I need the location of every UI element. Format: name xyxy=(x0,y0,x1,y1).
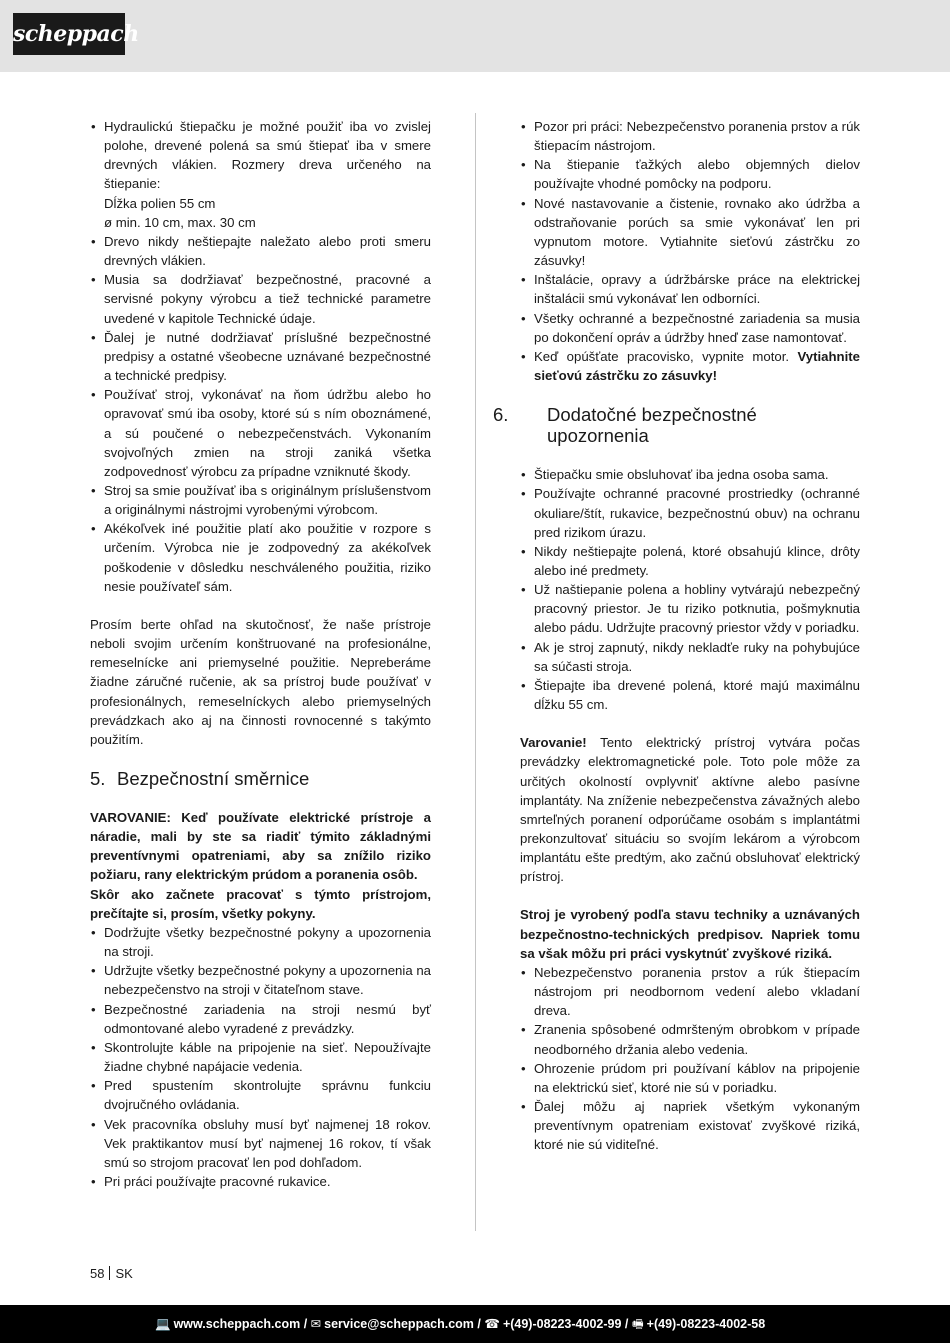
list-item: • Dodržujte všetky bezpečnostné pokyny a upozornenia na stroji. xyxy=(90,923,431,961)
left-column xyxy=(90,117,431,1191)
phone-icon: ☎ xyxy=(484,1317,500,1331)
fax-number: +(49)-08223-4002-58 xyxy=(646,1317,766,1331)
section-5-heading: 5. Bezpečnostní směrnice xyxy=(90,768,310,789)
dimension-diameter: ø min. 10 cm, max. 30 cm xyxy=(104,214,256,230)
section-6-heading: 6. Dodatočné bezpečnostné upozornenia xyxy=(493,404,757,447)
safety-list xyxy=(90,923,431,1191)
footer-bar xyxy=(0,1305,950,1343)
list-item: • Všetky ochranné a bezpečnostné zariadenia sa musia po dokončení opráv a údržby hneď zase namontovať. xyxy=(520,309,860,347)
monitor-icon: 💻 xyxy=(155,1317,171,1331)
phone-number: +(49)-08223-4002-99 / xyxy=(502,1317,629,1331)
list-item: • Musia sa dodržiavať bezpečnostné, pracovné a servisné pokyny výrobcu a tiež technické parametre uvedené v kapitole Technické údaje. xyxy=(90,270,431,327)
list-item: • Nové nastavovanie a čistenie, rovnako ako údržba a odstraňovanie porúch sa smie vykonávať len pri vypnutom motore. Vytiahnite sieťovú zástrčku zo zásuvky! xyxy=(520,194,860,271)
list-item: • Akékoľvek iné použitie platí ako použitie v rozpore s určením. Výrobca nie je zodpovedný za akékoľvek poškodenie v dôsledku neschváleného použitia, riziko nesie používateľ sám. xyxy=(90,519,431,596)
list-item: • Pri práci používajte pracovné rukavice. xyxy=(90,1172,431,1191)
read-instructions-paragraph: Skôr ako začnete pracovať s týmto prístrojom, prečítajte si, prosím, všetky pokyny. xyxy=(90,886,431,921)
page-number: 58 SK xyxy=(90,1266,133,1281)
usage-paragraph: Prosím berte ohľad na skutočnosť, že naše prístroje neboli svojim určením konštruované na profesionálne, remeselnícke ani priemyselné použitie. Nepreberáme žiadne záručné ručenie, ak sa prístroj bude používať v profesionálnych, remeselníckych alebo priemyselných prevádzkach ako aj na činnosti rovnocenné s takýmto použitím. xyxy=(90,616,431,747)
mail-icon: ✉ xyxy=(310,1317,322,1331)
list-item: • Inštalácie, opravy a údržbárske práce na elektrickej inštalácii smú vykonávať len odborníci. xyxy=(520,270,860,308)
list-item: • Stroj sa smie používať iba s originálnym príslušenstvom a originálnymi nástrojmi vyrobenými výrobcom. xyxy=(90,481,431,519)
column-divider xyxy=(475,113,476,1231)
residual-risk-paragraph: Stroj je vyrobený podľa stavu techniky a uznávaných bezpečnostno-technických predpisov. Napriek tomu sa však môžu pri práci vyskytnúť zvyškové riziká. xyxy=(520,907,860,961)
list-item: • Už naštiepanie polena a hobliny vytvárajú nebezpečný pracovný priestor. Je tu riziko potknutia, pošmyknutia alebo pádu. Udržujte pracovný priestor vždy v poriadku. xyxy=(520,580,860,637)
right-column xyxy=(493,117,860,1155)
additional-safety-list xyxy=(520,465,860,714)
list-item: • Používať stroj, vykonávať na ňom údržbu alebo ho opravovať smú iba osoby, ktoré sú s ním oboznámené, a sú poučené o nebezpečenstvách. Vykonaním svojvoľných zmien na stroji zaniká všetka zodpovednosť výrobcu za prípadne vzniknuté škody. xyxy=(90,385,431,481)
fax-icon: 🖷 xyxy=(631,1317,644,1331)
list-item: • Nebezpečenstvo poranenia prstov a rúk štiepacím nástrojom pri neodbornom vedení alebo vkladaní dreva. xyxy=(520,963,860,1020)
website-link[interactable]: www.scheppach.com / xyxy=(173,1317,308,1331)
list-item: • Používajte ochranné pracovné prostriedky (ochranné okuliare/štít, rukavice, bezpečnostnú obuv) na ochranu pred rizikom úrazu. xyxy=(520,484,860,541)
list-item: • Na štiepanie ťažkých alebo objemných dielov používajte vhodné pomôcky na podporu. xyxy=(520,155,860,193)
email-link[interactable]: service@scheppach.com / xyxy=(324,1317,481,1331)
work-safety-list xyxy=(520,117,860,385)
brand-logo: scheppach xyxy=(13,13,125,55)
list-item: • Pred spustením skontrolujte správnu funkciu dvojručného ovládania. xyxy=(90,1076,431,1114)
usage-list xyxy=(90,117,431,596)
list-item: • Vek pracovníka obsluhy musí byť najmenej 18 rokov. Vek praktikantov musí byť najmenej 16 rokov, tí však smú so strojom pracovať len pod dohľadom. xyxy=(90,1115,431,1172)
list-item: • Ďalej môžu aj napriek všetkým vykonaným preventívnym opatreniam existovať zvyškové riziká, ktoré nie sú viditeľné. xyxy=(520,1097,860,1154)
list-item: • Ďalej je nutné dodržiavať príslušné bezpečnostné predpisy a ostatné všeobecne uznávané bezpečnostné a technické predpisy. xyxy=(90,328,431,385)
list-item: • Nikdy neštiepajte polená, ktoré obsahujú klince, drôty alebo iné predmety. xyxy=(520,542,860,580)
list-item: • Udržujte všetky bezpečnostné pokyny a upozornenia na nebezpečenstvo na stroji v čitateľnom stave. xyxy=(90,961,431,999)
list-item: • Ohrozenie prúdom pri používaní káblov na pripojenie na elektrickú sieť, ktoré nie sú v poriadku. xyxy=(520,1059,860,1097)
list-item: • Pozor pri práci: Nebezpečenstvo poranenia prstov a rúk štiepacím nástrojom. xyxy=(520,117,860,155)
list-item: • Skontrolujte káble na pripojenie na sieť. Nepoužívajte žiadne chybné napájacie vedenia. xyxy=(90,1038,431,1076)
warning-paragraph: VAROVANIE: Keď používate elektrické prístroje a náradie, mali by ste sa riadiť týmito základnými preventívnymi opatreniami, aby sa znížilo riziko požiaru, rany elektrickým prúdom a poranenia osôb. xyxy=(90,810,431,883)
list-item: • Bezpečnostné zariadenia na stroji nesmú byť odmontované alebo vyradené z prevádzky. xyxy=(90,1000,431,1038)
list-item: • Zranenia spôsobené odmršteným obrobkom v prípade neodborného držania alebo vedenia. xyxy=(520,1020,860,1058)
residual-risk-list xyxy=(520,963,860,1155)
list-item: • Ak je stroj zapnutý, nikdy nekladťe ruky na pohybujúce sa súčasti stroja. xyxy=(520,638,860,676)
list-item: • Keď opúšťate pracovisko, vypnite motor. Vytiahnite sieťovú zástrčku zo zásuvky! xyxy=(520,347,860,385)
dimension-length: Dĺžka polien 55 cm xyxy=(104,195,216,211)
list-item: • Drevo nikdy neštiepajte naležato alebo proti smeru drevných vlákien. xyxy=(90,232,431,270)
header-bar xyxy=(0,0,950,72)
emf-warning-paragraph: Varovanie! Tento elektrický prístroj vytvára počas prevádzky elektromagnetické pole. Toto pole môže za určitých okolností ovplyvniť aktívne alebo pasívne implantáty. Na zníženie nebezpečenstva závažných alebo smrteľných poranení odporúčame osobám s implantátmi prekonzultovať situáciu so svojím lekárom a výrobcom implantátu ešte predtým, ako začnú obsluhovať elektrický prístroj. xyxy=(520,735,860,885)
list-item: • Štiepačku smie obsluhovať iba jedna osoba sama. xyxy=(520,465,860,484)
list-item: • Štiepajte iba drevené polená, ktoré majú maximálnu dĺžku 55 cm. xyxy=(520,676,860,714)
list-item: • Hydraulickú štiepačku je možné použiť iba vo zvislej polohe, drevené polená sa smú štiepať iba v smere drevných vlákien. Rozmery dreva určeného na štiepanie: Dĺžka polien 55 cm ø min. 10 cm, max. 30 cm xyxy=(90,117,431,232)
